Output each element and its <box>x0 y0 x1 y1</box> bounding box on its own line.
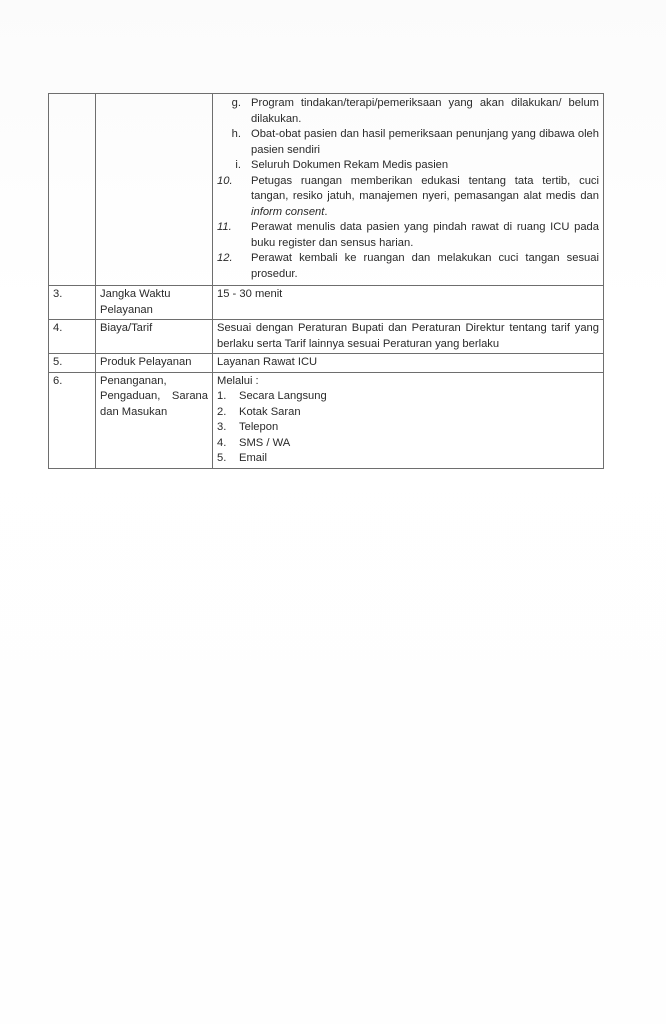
list-item <box>217 420 599 436</box>
list-text: Program tindakan/terapi/pemeriksaan yang akan dilakukan/ belum dilakukan. <box>251 97 599 125</box>
procedure-continuation-cell <box>213 94 604 286</box>
list-text: Obat-obat pasien dan hasil pemeriksaan penunjang yang dibawa oleh pasien sendiri <box>251 128 599 156</box>
row-label: Jangka Waktu Pelayanan <box>96 286 213 320</box>
list-item <box>217 251 599 282</box>
list-marker: 12. <box>217 252 233 264</box>
list-item <box>217 436 599 452</box>
table-row <box>49 320 604 354</box>
table-row <box>49 372 604 468</box>
list-text: Perawat menulis data pasien yang pindah rawat di ruang ICU pada buku register dan sensus harian. <box>251 221 599 249</box>
list-text: Perawat kembali ke ruangan dan melakukan cuci tangan sesuai prosedur. <box>251 252 599 280</box>
list-marker: i. <box>235 159 241 171</box>
list-marker: 5. <box>217 452 227 464</box>
list-marker: 1. <box>217 390 227 402</box>
row-content <box>213 372 604 468</box>
table-row <box>49 354 604 373</box>
row-number: 3. <box>49 286 96 320</box>
row-content: 15 - 30 menit <box>213 286 604 320</box>
row-number: 5. <box>49 354 96 373</box>
list-marker: 2. <box>217 405 227 418</box>
list-text-part: . <box>324 205 328 218</box>
list-marker: 10. <box>217 174 233 187</box>
row-number-cell <box>49 94 96 286</box>
list-item <box>217 96 599 127</box>
table-row <box>49 286 604 320</box>
list-text: SMS / WA <box>239 436 291 449</box>
list-item <box>217 127 599 158</box>
list-text <box>251 174 599 221</box>
list-marker: 3. <box>217 421 227 433</box>
list-marker: h. <box>231 128 241 140</box>
list-text-italic: inform consent <box>251 205 325 218</box>
list-item <box>217 158 599 174</box>
list-marker: 11. <box>217 221 232 233</box>
list-item <box>217 220 599 251</box>
row-content: Layanan Rawat ICU <box>213 354 604 373</box>
row-content: Sesuai dengan Peraturan Bupati dan Peraturan Direktur tentang tarif yang berlaku serta Tarif lainnya sesuai Peraturan yang berlaku <box>213 320 604 354</box>
list-intro: Melalui : <box>217 374 259 387</box>
table-row-continuation <box>49 94 604 286</box>
list-text-part: Petugas ruangan memberikan edukasi tentang tata tertib, cuci tangan, resiko jatuh, manajemen nyeri, pemasangan alat medis dan <box>251 174 599 202</box>
row-number: 6. <box>49 372 96 468</box>
list-text: Telepon <box>239 421 279 433</box>
row-label-cell <box>96 94 213 286</box>
row-number: 4. <box>49 320 96 354</box>
list-marker: g. <box>231 97 241 109</box>
list-text: Seluruh Dokumen Rekam Medis pasien <box>251 159 449 171</box>
list-text: Email <box>239 452 267 464</box>
list-item <box>217 451 599 467</box>
sop-table <box>48 93 604 469</box>
row-label: Penanganan, Pengaduan, Sarana dan Masukan <box>96 372 213 468</box>
list-item <box>217 405 599 421</box>
list-text: Kotak Saran <box>239 405 301 418</box>
list-marker: 4. <box>217 436 227 449</box>
list-item <box>217 389 599 405</box>
channel-list <box>217 389 599 467</box>
row-label: Biaya/Tarif <box>96 320 213 354</box>
list-text: Secara Langsung <box>239 390 327 402</box>
list-item <box>217 174 599 221</box>
row-label: Produk Pelayanan <box>96 354 213 373</box>
